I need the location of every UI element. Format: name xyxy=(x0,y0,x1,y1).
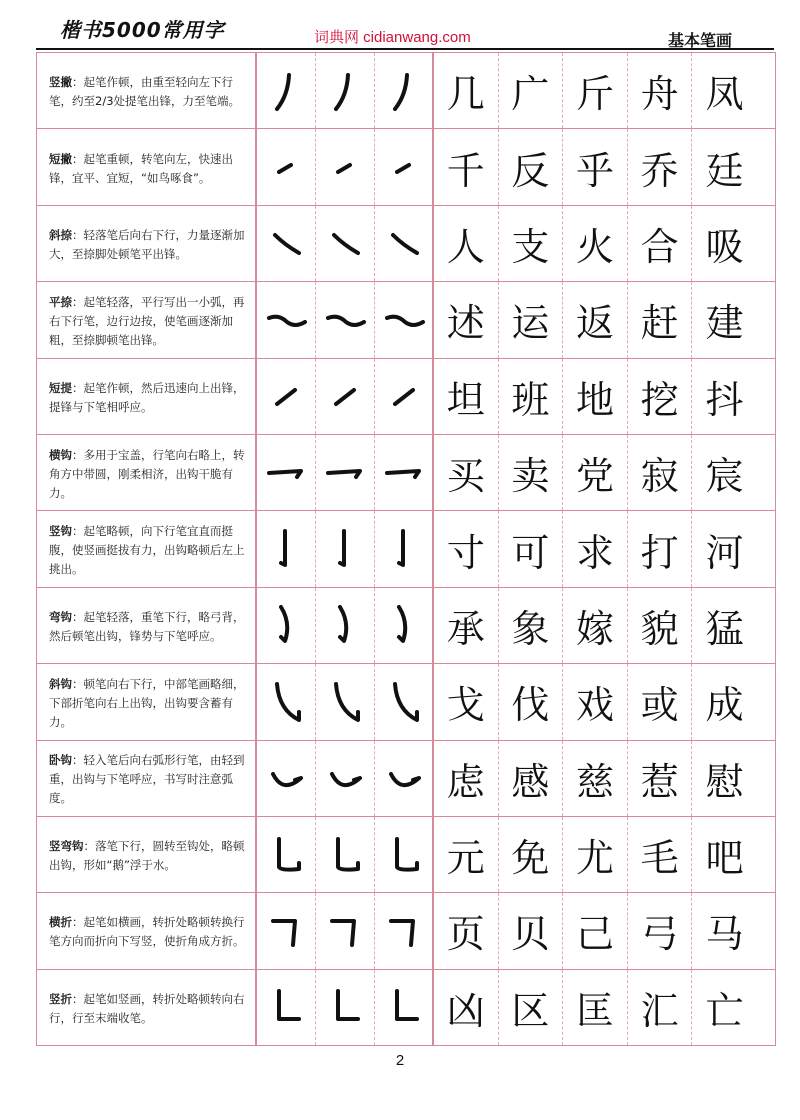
example-character: 宸 xyxy=(705,454,744,499)
stroke-term: 斜捺 xyxy=(49,227,72,242)
example-character: 贝 xyxy=(499,893,564,968)
table-row xyxy=(37,969,775,1045)
stroke-instructions: ：多用于宝盖，行笔向右略上，转角方中带圆，刚柔相济，出钩干脆有力。 xyxy=(49,447,245,500)
stroke-term: 横钩 xyxy=(49,447,72,462)
example-character: 舟 xyxy=(628,53,693,128)
example-character: 卖 xyxy=(499,435,564,510)
example-character: 乎 xyxy=(563,129,628,204)
slanting-hook-stroke-icon xyxy=(257,664,316,739)
example-character: 反 xyxy=(499,129,564,204)
stroke-instructions: ：起笔轻落，平行写出一小弧，再右下行笔，边行边按，使笔画逐渐加粗，至捺脚顿笔出锋。 xyxy=(49,294,245,347)
slanting-right-falling-stroke-icon xyxy=(375,206,434,281)
table-row xyxy=(37,510,775,586)
stroke-description xyxy=(37,282,257,357)
vertical-left-falling-stroke-icon xyxy=(375,53,434,128)
stroke-term: 竖折 xyxy=(49,991,72,1006)
horizontal-hook-stroke-icon xyxy=(316,435,375,510)
table-row xyxy=(37,281,775,357)
table-row xyxy=(37,740,775,816)
example-character: 寂 xyxy=(628,435,693,510)
stroke-instructions: ：轻落笔后向右下行，力量逐渐加大，至捺脚处顿笔平出锋。 xyxy=(49,227,245,261)
stroke-description xyxy=(37,511,257,586)
header-divider xyxy=(36,48,774,50)
stroke-term: 横折 xyxy=(49,915,72,930)
example-character: 象 xyxy=(499,588,564,663)
horizontal-turning-stroke-icon xyxy=(375,893,434,968)
example-character: 吧 xyxy=(705,836,744,881)
example-character: 支 xyxy=(499,206,564,281)
example-character: 貌 xyxy=(628,588,693,663)
example-character: 地 xyxy=(563,359,628,434)
example-character: 挖 xyxy=(628,359,693,434)
vertical-hook-stroke-icon xyxy=(316,511,375,586)
example-character: 凶 xyxy=(434,970,499,1045)
lying-hook-stroke-icon xyxy=(257,741,316,816)
example-character: 人 xyxy=(434,206,499,281)
slanting-hook-stroke-icon xyxy=(375,664,434,739)
vertical-bent-hook-stroke-icon xyxy=(316,817,375,892)
stroke-instructions: ：起笔重顿，转笔向左，快速出锋，宜平、宜短，“如鸟啄食”。 xyxy=(49,151,233,185)
example-character: 党 xyxy=(563,435,628,510)
stroke-instructions: ：起笔作顿，由重至轻向左下行笔，约至2/3处提笔出锋，力至笔端。 xyxy=(49,75,241,109)
horizontal-turning-stroke-icon xyxy=(257,893,316,968)
stroke-instructions: ：落笔下行，圆转至钩处，略顿出钩，形如“鹅”浮于水。 xyxy=(49,839,245,873)
example-character: 求 xyxy=(563,511,628,586)
vertical-hook-stroke-icon xyxy=(257,511,316,586)
stroke-term: 竖撇 xyxy=(49,75,72,90)
stroke-instructions: ：轻入笔后向右弧形行笔，由轻到重，出钩与下笔呼应，书写时注意弧度。 xyxy=(49,753,245,806)
vertical-bent-hook-stroke-icon xyxy=(375,817,434,892)
stroke-term: 竖钩 xyxy=(49,524,72,539)
example-character: 凤 xyxy=(705,72,744,117)
example-character: 毛 xyxy=(628,817,693,892)
horizontal-turning-stroke-icon xyxy=(316,893,375,968)
short-left-falling-stroke-icon xyxy=(316,129,375,204)
example-character: 虑 xyxy=(434,741,499,816)
vertical-left-falling-stroke-icon xyxy=(316,53,375,128)
stroke-term: 平捺 xyxy=(49,294,72,309)
example-character: 页 xyxy=(434,893,499,968)
example-character: 几 xyxy=(434,53,499,128)
slanting-right-falling-stroke-icon xyxy=(257,206,316,281)
example-character: 猛 xyxy=(705,606,744,651)
vertical-hook-stroke-icon xyxy=(375,511,434,586)
stroke-term: 竖弯钩 xyxy=(49,839,84,854)
example-character: 元 xyxy=(434,817,499,892)
stroke-description xyxy=(37,53,257,128)
stroke-description xyxy=(37,588,257,663)
example-character: 免 xyxy=(499,817,564,892)
example-character: 承 xyxy=(434,588,499,663)
stroke-description xyxy=(37,893,257,968)
example-character: 可 xyxy=(499,511,564,586)
short-left-falling-stroke-icon xyxy=(375,129,434,204)
example-character: 坦 xyxy=(434,359,499,434)
horizontal-hook-stroke-icon xyxy=(375,435,434,510)
bent-hook-stroke-icon xyxy=(375,588,434,663)
stroke-description xyxy=(37,435,257,510)
stroke-description xyxy=(37,206,257,281)
bent-hook-stroke-icon xyxy=(316,588,375,663)
example-character: 马 xyxy=(705,912,744,957)
book-title: 楷书5000常用字 xyxy=(60,18,225,42)
table-row xyxy=(37,587,775,663)
lying-hook-stroke-icon xyxy=(316,741,375,816)
example-character: 吸 xyxy=(705,224,744,269)
example-character: 河 xyxy=(705,530,744,575)
slanting-right-falling-stroke-icon xyxy=(316,206,375,281)
short-rising-stroke-icon xyxy=(316,359,375,434)
example-character: 建 xyxy=(705,301,744,346)
stroke-description xyxy=(37,741,257,816)
stroke-description xyxy=(37,129,257,204)
horizontal-hook-stroke-icon xyxy=(257,435,316,510)
short-rising-stroke-icon xyxy=(375,359,434,434)
stroke-instructions: ：起笔轻落，重笔下行，略弓背，然后顿笔出钩，锋势与下笔呼应。 xyxy=(49,609,245,643)
example-character: 打 xyxy=(628,511,693,586)
example-character: 寸 xyxy=(434,511,499,586)
stroke-term: 斜钩 xyxy=(49,676,72,691)
table-row xyxy=(37,205,775,281)
short-rising-stroke-icon xyxy=(257,359,316,434)
example-character: 返 xyxy=(563,282,628,357)
example-character: 慈 xyxy=(563,741,628,816)
section-title: 基本笔画 xyxy=(668,31,733,50)
example-character: 火 xyxy=(563,206,628,281)
example-character: 尤 xyxy=(563,817,628,892)
example-character: 慰 xyxy=(705,759,744,804)
stroke-instructions: ：起笔如横画，转折处略顿转换行笔方向而折向下写竖，使折角成方折。 xyxy=(49,915,245,949)
stroke-description xyxy=(37,359,257,434)
table-row xyxy=(37,52,775,128)
example-character: 合 xyxy=(628,206,693,281)
example-character: 运 xyxy=(499,282,564,357)
slanting-hook-stroke-icon xyxy=(316,664,375,739)
vertical-left-falling-stroke-icon xyxy=(257,53,316,128)
table-row xyxy=(37,434,775,510)
example-character: 成 xyxy=(705,683,744,728)
vertical-turning-stroke-icon xyxy=(316,970,375,1045)
stroke-description xyxy=(37,664,257,739)
vertical-bent-hook-stroke-icon xyxy=(257,817,316,892)
stroke-term: 短提 xyxy=(49,380,72,395)
stroke-term: 卧钩 xyxy=(49,753,72,768)
example-character: 亡 xyxy=(705,988,744,1033)
example-character: 戈 xyxy=(434,664,499,739)
lying-hook-stroke-icon xyxy=(375,741,434,816)
table-row xyxy=(37,816,775,892)
example-character: 千 xyxy=(434,129,499,204)
stroke-description xyxy=(37,817,257,892)
table-row xyxy=(37,663,775,739)
example-character: 感 xyxy=(499,741,564,816)
page-number: 2 xyxy=(395,1052,405,1069)
flat-right-falling-stroke-icon xyxy=(375,282,434,357)
example-character: 述 xyxy=(434,282,499,357)
example-character: 买 xyxy=(434,435,499,510)
example-character: 己 xyxy=(563,893,628,968)
example-character: 区 xyxy=(499,970,564,1045)
example-character: 伐 xyxy=(499,664,564,739)
example-character: 或 xyxy=(628,664,693,739)
example-character: 汇 xyxy=(628,970,693,1045)
example-character: 乔 xyxy=(628,129,693,204)
flat-right-falling-stroke-icon xyxy=(257,282,316,357)
example-character: 赶 xyxy=(628,282,693,357)
example-character: 弓 xyxy=(628,893,693,968)
vertical-turning-stroke-icon xyxy=(257,970,316,1045)
stroke-practice-table xyxy=(36,52,776,1046)
table-row xyxy=(37,358,775,434)
vertical-turning-stroke-icon xyxy=(375,970,434,1045)
stroke-description xyxy=(37,970,257,1045)
example-character: 匡 xyxy=(563,970,628,1045)
stroke-instructions: ：起笔略顿，向下行笔宜直而挺腹，使竖画挺拔有力，出钩略顿后左上挑出。 xyxy=(49,524,245,577)
table-row xyxy=(37,892,775,968)
stroke-instructions: ：顿笔向右下行，中部笔画略细，下部折笔向右上出钩，出钩要含蓄有力。 xyxy=(49,676,245,729)
example-character: 惹 xyxy=(628,741,693,816)
stroke-instructions: ：起笔作顿，然后迅速向上出锋，提锋与下笔相呼应。 xyxy=(49,380,245,414)
stroke-term: 短撇 xyxy=(49,151,72,166)
example-character: 戏 xyxy=(563,664,628,739)
example-character: 抖 xyxy=(705,377,744,422)
stroke-instructions: ：起笔如竖画，转折处略顿转向右行，行至末端收笔。 xyxy=(49,991,245,1025)
site-watermark: 词典网 cidianwang.com xyxy=(314,29,471,46)
example-character: 班 xyxy=(499,359,564,434)
example-character: 广 xyxy=(499,53,564,128)
stroke-term: 弯钩 xyxy=(49,609,72,624)
example-character: 斤 xyxy=(563,53,628,128)
flat-right-falling-stroke-icon xyxy=(316,282,375,357)
example-character: 廷 xyxy=(705,148,744,193)
bent-hook-stroke-icon xyxy=(257,588,316,663)
example-character: 嫁 xyxy=(563,588,628,663)
short-left-falling-stroke-icon xyxy=(257,129,316,204)
table-row xyxy=(37,128,775,204)
